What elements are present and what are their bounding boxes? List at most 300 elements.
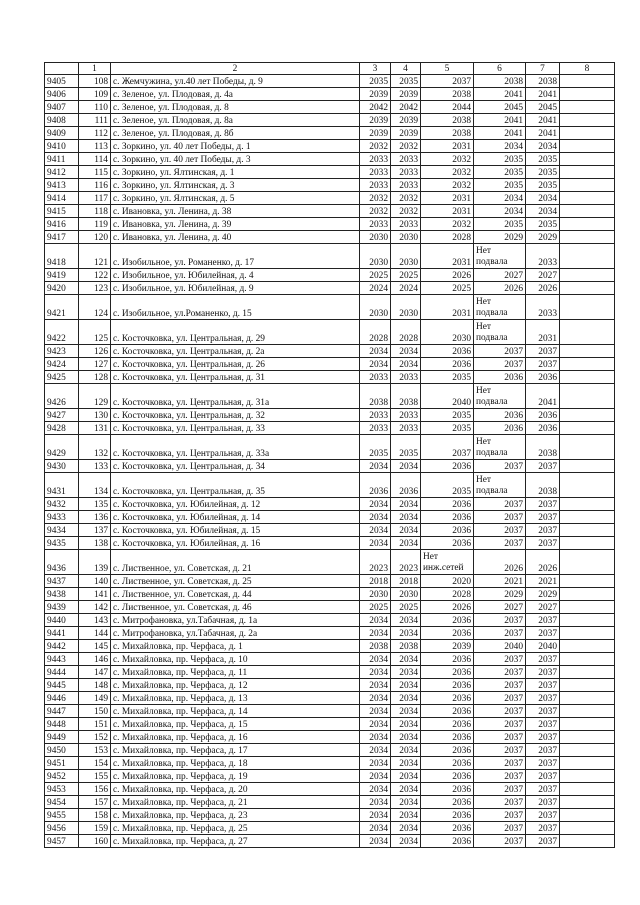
year-col3-cell: 2034	[360, 718, 391, 731]
empty-col8-cell	[560, 114, 615, 127]
item-number-cell: 122	[79, 269, 111, 282]
item-number-cell: 160	[79, 835, 111, 848]
year-col5-cell: 2036	[421, 653, 474, 666]
empty-col8-cell	[560, 666, 615, 679]
year-col5-cell: 2036	[421, 460, 474, 473]
year-col6-cell: 2034	[474, 192, 526, 205]
row-id-cell: 9449	[45, 731, 79, 744]
empty-col8-cell	[560, 153, 615, 166]
address-cell: с. Зеленое, ул. Плодовая, д. 8	[111, 101, 360, 114]
item-number-cell: 110	[79, 101, 111, 114]
year-col6-cell: 2021	[474, 575, 526, 588]
year-col4-cell: 2033	[391, 422, 421, 435]
row-id-cell: 9444	[45, 666, 79, 679]
year-col4-cell: 2034	[391, 796, 421, 809]
year-col4-cell: 2034	[391, 731, 421, 744]
table-row	[45, 796, 615, 809]
address-cell: с. Лиственное, ул. Советская, д. 21	[111, 550, 360, 575]
table-row	[45, 231, 615, 244]
year-col7-cell: 2037	[526, 783, 560, 796]
year-col4-cell: 2034	[391, 783, 421, 796]
address-cell: с. Изобильное, ул. Романенко, д. 17	[111, 244, 360, 269]
address-cell: с. Косточковка, ул. Центральная, д. 34	[111, 460, 360, 473]
item-number-cell: 131	[79, 422, 111, 435]
year-col6-cell: 2037	[474, 537, 526, 550]
empty-col8-cell	[560, 718, 615, 731]
year-col3-cell: 2034	[360, 783, 391, 796]
year-col3-cell: 2034	[360, 744, 391, 757]
year-col4-cell: 2033	[391, 153, 421, 166]
empty-col8-cell	[560, 692, 615, 705]
year-col7-cell: 2027	[526, 601, 560, 614]
table-row	[45, 460, 615, 473]
year-col5-cell: 2037	[421, 75, 474, 88]
year-col4-cell: 2033	[391, 371, 421, 384]
year-col7-cell: 2037	[526, 705, 560, 718]
column-header: 5	[421, 63, 474, 75]
year-col6-cell: 2026	[474, 550, 526, 575]
item-number-cell: 149	[79, 692, 111, 705]
year-col3-cell: 2034	[360, 679, 391, 692]
empty-col8-cell	[560, 705, 615, 718]
year-col6-cell	[474, 320, 526, 345]
note-line-1: Нет	[476, 386, 492, 396]
year-col7-cell: 2037	[526, 460, 560, 473]
table-row	[45, 588, 615, 601]
year-col4-cell: 2034	[391, 537, 421, 550]
address-cell: с. Косточковка, ул. Центральная, д. 2а	[111, 345, 360, 358]
year-col4-cell: 2034	[391, 627, 421, 640]
year-col7-cell: 2033	[526, 295, 560, 320]
year-col5-cell: 2036	[421, 718, 474, 731]
item-number-cell: 135	[79, 498, 111, 511]
year-col6-cell: 2037	[474, 524, 526, 537]
row-id-cell: 9412	[45, 166, 79, 179]
row-id-cell: 9439	[45, 601, 79, 614]
year-col7-cell: 2041	[526, 88, 560, 101]
address-cell: с. Косточковка, ул. Центральная, д. 35	[111, 473, 360, 498]
year-col6-cell: 2040	[474, 640, 526, 653]
year-col3-cell: 2034	[360, 796, 391, 809]
year-col7-cell: 2037	[526, 796, 560, 809]
year-col5-cell: 2035	[421, 422, 474, 435]
empty-col8-cell	[560, 588, 615, 601]
table-row	[45, 473, 615, 498]
year-col6-cell: 2035	[474, 166, 526, 179]
year-col7-cell: 2037	[526, 731, 560, 744]
empty-col8-cell	[560, 770, 615, 783]
empty-col8-cell	[560, 614, 615, 627]
year-col5-cell: 2031	[421, 140, 474, 153]
table-row	[45, 127, 615, 140]
year-col4-cell: 2033	[391, 166, 421, 179]
year-col7-cell: 2037	[526, 770, 560, 783]
table-row	[45, 320, 615, 345]
row-id-cell: 9427	[45, 409, 79, 422]
column-header: 2	[111, 63, 360, 75]
item-number-cell: 138	[79, 537, 111, 550]
table-row	[45, 498, 615, 511]
year-col6-cell: 2026	[474, 282, 526, 295]
table-row	[45, 770, 615, 783]
item-number-cell: 118	[79, 205, 111, 218]
table-row	[45, 653, 615, 666]
table-row	[45, 640, 615, 653]
empty-col8-cell	[560, 627, 615, 640]
year-col7-cell: 2041	[526, 384, 560, 409]
row-id-cell: 9410	[45, 140, 79, 153]
address-cell: с. Михайловка, пр. Черфаса, д. 23	[111, 809, 360, 822]
table-row	[45, 601, 615, 614]
address-cell: с. Зоркино, ул. Ялтинская, д. 3	[111, 179, 360, 192]
year-col3-cell: 2034	[360, 537, 391, 550]
address-cell: с. Зоркино, ул. Ялтинская, д. 1	[111, 166, 360, 179]
address-cell: с. Михайловка, пр. Черфаса, д. 13	[111, 692, 360, 705]
address-cell: с. Зоркино, ул. 40 лет Победы, д. 1	[111, 140, 360, 153]
row-id-cell: 9417	[45, 231, 79, 244]
year-col6-cell: 2037	[474, 653, 526, 666]
table-row	[45, 218, 615, 231]
empty-col8-cell	[560, 537, 615, 550]
year-col6-cell: 2027	[474, 601, 526, 614]
row-id-cell: 9455	[45, 809, 79, 822]
year-col3-cell: 2034	[360, 498, 391, 511]
table-row	[45, 718, 615, 731]
year-col3-cell: 2033	[360, 422, 391, 435]
column-header: 6	[474, 63, 526, 75]
year-col5-cell: 2031	[421, 205, 474, 218]
year-col3-cell: 2030	[360, 295, 391, 320]
address-cell: с. Жемчужина, ул.40 лет Победы, д. 9	[111, 75, 360, 88]
address-cell: с. Косточковка, ул. Юбилейная, д. 14	[111, 511, 360, 524]
empty-col8-cell	[560, 88, 615, 101]
year-col4-cell: 2034	[391, 460, 421, 473]
table-row	[45, 88, 615, 101]
year-col7-cell: 2037	[526, 679, 560, 692]
year-col5-cell: 2036	[421, 822, 474, 835]
year-col4-cell: 2034	[391, 835, 421, 848]
year-col7-cell: 2027	[526, 269, 560, 282]
year-col7-cell: 2021	[526, 575, 560, 588]
note-line-2: подвала	[476, 308, 508, 318]
year-col3-cell: 2024	[360, 282, 391, 295]
year-col5-cell	[421, 550, 474, 575]
table-row	[45, 511, 615, 524]
note-line-1: Нет	[476, 475, 492, 485]
empty-col8-cell	[560, 409, 615, 422]
year-col7-cell: 2038	[526, 75, 560, 88]
address-cell: с. Лиственное, ул. Советская, д. 46	[111, 601, 360, 614]
address-cell: с. Ивановка, ул. Ленина, д. 38	[111, 205, 360, 218]
year-col5-cell: 2038	[421, 88, 474, 101]
year-col3-cell: 2034	[360, 460, 391, 473]
year-col6-cell: 2037	[474, 627, 526, 640]
table-row	[45, 783, 615, 796]
item-number-cell: 121	[79, 244, 111, 269]
row-id-cell: 9408	[45, 114, 79, 127]
year-col5-cell: 2040	[421, 384, 474, 409]
year-col4-cell: 2034	[391, 614, 421, 627]
table-row	[45, 575, 615, 588]
year-col5-cell: 2036	[421, 511, 474, 524]
year-col7-cell: 2034	[526, 140, 560, 153]
address-cell: с. Изобильное, ул. Юбилейная, д. 9	[111, 282, 360, 295]
address-cell: с. Михайловка, пр. Черфаса, д. 14	[111, 705, 360, 718]
column-header: 3	[360, 63, 391, 75]
item-number-cell: 153	[79, 744, 111, 757]
address-cell: с. Косточковка, ул. Центральная, д. 26	[111, 358, 360, 371]
empty-col8-cell	[560, 384, 615, 409]
year-col7-cell: 2037	[526, 822, 560, 835]
empty-col8-cell	[560, 679, 615, 692]
row-id-cell: 9422	[45, 320, 79, 345]
empty-col8-cell	[560, 231, 615, 244]
year-col5-cell: 2039	[421, 640, 474, 653]
year-col6-cell	[474, 384, 526, 409]
year-col4-cell: 2030	[391, 231, 421, 244]
year-col6-cell: 2038	[474, 75, 526, 88]
table-body	[45, 75, 615, 848]
row-id-cell: 9452	[45, 770, 79, 783]
item-number-cell: 111	[79, 114, 111, 127]
year-col6-cell	[474, 473, 526, 498]
year-col5-cell: 2038	[421, 114, 474, 127]
table-row	[45, 269, 615, 282]
table-header	[45, 63, 615, 75]
year-col6-cell: 2037	[474, 498, 526, 511]
table-row	[45, 371, 615, 384]
item-number-cell: 151	[79, 718, 111, 731]
year-col3-cell: 2034	[360, 731, 391, 744]
item-number-cell: 116	[79, 179, 111, 192]
empty-col8-cell	[560, 550, 615, 575]
year-col5-cell: 2036	[421, 783, 474, 796]
row-id-cell: 9431	[45, 473, 79, 498]
address-cell: с. Михайловка, пр. Черфаса, д. 20	[111, 783, 360, 796]
empty-col8-cell	[560, 140, 615, 153]
year-col5-cell: 2031	[421, 295, 474, 320]
year-col4-cell: 2028	[391, 320, 421, 345]
year-col6-cell: 2037	[474, 731, 526, 744]
year-col3-cell: 2034	[360, 809, 391, 822]
year-col7-cell: 2035	[526, 153, 560, 166]
empty-col8-cell	[560, 101, 615, 114]
year-col6-cell	[474, 295, 526, 320]
year-col7-cell: 2029	[526, 231, 560, 244]
item-number-cell: 155	[79, 770, 111, 783]
item-number-cell: 154	[79, 757, 111, 770]
year-col5-cell: 2044	[421, 101, 474, 114]
row-id-cell: 9448	[45, 718, 79, 731]
year-col4-cell: 2032	[391, 140, 421, 153]
note-line-2: инж.сетей	[423, 563, 464, 573]
address-cell: с. Ивановка, ул. Ленина, д. 40	[111, 231, 360, 244]
address-cell: с. Косточковка, ул. Центральная, д. 32	[111, 409, 360, 422]
year-col7-cell: 2038	[526, 473, 560, 498]
address-cell: с. Косточковка, ул. Центральная, д. 31а	[111, 384, 360, 409]
item-number-cell: 115	[79, 166, 111, 179]
table-row	[45, 205, 615, 218]
year-col4-cell: 2034	[391, 358, 421, 371]
year-col4-cell: 2030	[391, 244, 421, 269]
row-id-cell: 9457	[45, 835, 79, 848]
year-col4-cell: 2034	[391, 705, 421, 718]
year-col4-cell: 2039	[391, 114, 421, 127]
address-cell: с. Михайловка, пр. Черфаса, д. 16	[111, 731, 360, 744]
address-cell: с. Михайловка, пр. Черфаса, д. 1	[111, 640, 360, 653]
note-line-1: Нет	[476, 297, 492, 307]
year-col5-cell: 2030	[421, 320, 474, 345]
year-col6-cell: 2037	[474, 511, 526, 524]
table-row	[45, 345, 615, 358]
year-col7-cell: 2026	[526, 550, 560, 575]
table-row	[45, 537, 615, 550]
year-col5-cell: 2035	[421, 409, 474, 422]
table-row	[45, 282, 615, 295]
row-id-cell: 9443	[45, 653, 79, 666]
address-cell: с. Косточковка, ул. Юбилейная, д. 16	[111, 537, 360, 550]
address-cell: с. Лиственное, ул. Советская, д. 44	[111, 588, 360, 601]
blank-header-cell	[45, 63, 79, 75]
item-number-cell: 109	[79, 88, 111, 101]
year-col7-cell: 2037	[526, 537, 560, 550]
year-col5-cell: 2036	[421, 705, 474, 718]
column-number-row	[45, 63, 615, 75]
year-col3-cell: 2034	[360, 705, 391, 718]
address-cell: с. Косточковка, ул. Центральная, д. 29	[111, 320, 360, 345]
year-col4-cell: 2023	[391, 550, 421, 575]
year-col3-cell: 2035	[360, 75, 391, 88]
year-col6-cell: 2037	[474, 666, 526, 679]
column-header: 1	[79, 63, 111, 75]
table-row	[45, 75, 615, 88]
year-col7-cell: 2037	[526, 358, 560, 371]
empty-col8-cell	[560, 244, 615, 269]
table-row	[45, 295, 615, 320]
item-number-cell: 142	[79, 601, 111, 614]
address-cell: с. Косточковка, ул. Центральная, д. 33	[111, 422, 360, 435]
year-col5-cell: 2031	[421, 244, 474, 269]
year-col4-cell: 2033	[391, 179, 421, 192]
table-row	[45, 435, 615, 460]
note-line-1: Нет	[423, 552, 439, 562]
year-col6-cell: 2034	[474, 140, 526, 153]
row-id-cell: 9435	[45, 537, 79, 550]
year-col4-cell: 2035	[391, 75, 421, 88]
year-col3-cell: 2025	[360, 269, 391, 282]
year-col5-cell: 2036	[421, 345, 474, 358]
year-col3-cell: 2034	[360, 614, 391, 627]
address-cell: с. Митрофановка, ул.Табачная, д. 1а	[111, 614, 360, 627]
year-col4-cell: 2034	[391, 770, 421, 783]
year-col3-cell: 2038	[360, 384, 391, 409]
year-col5-cell: 2036	[421, 614, 474, 627]
year-col6-cell: 2037	[474, 809, 526, 822]
year-col6-cell: 2037	[474, 692, 526, 705]
row-id-cell: 9421	[45, 295, 79, 320]
note-line-2: подвала	[476, 257, 508, 267]
empty-col8-cell	[560, 653, 615, 666]
table-row	[45, 192, 615, 205]
item-number-cell: 147	[79, 666, 111, 679]
year-col4-cell: 2024	[391, 282, 421, 295]
item-number-cell: 152	[79, 731, 111, 744]
year-col6-cell: 2037	[474, 783, 526, 796]
year-col3-cell: 2023	[360, 550, 391, 575]
table-row	[45, 705, 615, 718]
year-col3-cell: 2028	[360, 320, 391, 345]
table-row	[45, 422, 615, 435]
table-row	[45, 358, 615, 371]
year-col6-cell: 2037	[474, 757, 526, 770]
row-id-cell: 9405	[45, 75, 79, 88]
year-col5-cell: 2032	[421, 218, 474, 231]
address-cell: с. Михайловка, пр. Черфаса, д. 19	[111, 770, 360, 783]
empty-col8-cell	[560, 783, 615, 796]
year-col6-cell: 2035	[474, 179, 526, 192]
row-id-cell: 9434	[45, 524, 79, 537]
address-cell: с. Зеленое, ул. Плодовая, д. 8б	[111, 127, 360, 140]
empty-col8-cell	[560, 422, 615, 435]
table-row	[45, 627, 615, 640]
year-col3-cell: 2033	[360, 153, 391, 166]
year-col6-cell: 2036	[474, 371, 526, 384]
empty-col8-cell	[560, 809, 615, 822]
address-cell: с. Михайловка, пр. Черфаса, д. 12	[111, 679, 360, 692]
year-col3-cell: 2030	[360, 588, 391, 601]
table-row	[45, 757, 615, 770]
item-number-cell: 130	[79, 409, 111, 422]
item-number-cell: 114	[79, 153, 111, 166]
address-cell: с. Косточковка, ул. Центральная, д. 33а	[111, 435, 360, 460]
year-col3-cell: 2034	[360, 653, 391, 666]
empty-col8-cell	[560, 511, 615, 524]
empty-col8-cell	[560, 435, 615, 460]
year-col6-cell: 2037	[474, 679, 526, 692]
year-col4-cell: 2034	[391, 692, 421, 705]
item-number-cell: 157	[79, 796, 111, 809]
empty-col8-cell	[560, 295, 615, 320]
row-id-cell: 9406	[45, 88, 79, 101]
year-col5-cell: 2028	[421, 231, 474, 244]
item-number-cell: 139	[79, 550, 111, 575]
row-id-cell: 9451	[45, 757, 79, 770]
year-col4-cell: 2025	[391, 601, 421, 614]
table-row	[45, 409, 615, 422]
year-col4-cell: 2036	[391, 473, 421, 498]
year-col6-cell: 2045	[474, 101, 526, 114]
item-number-cell: 108	[79, 75, 111, 88]
year-col6-cell: 2037	[474, 345, 526, 358]
table-row	[45, 101, 615, 114]
row-id-cell: 9432	[45, 498, 79, 511]
year-col6-cell: 2035	[474, 218, 526, 231]
empty-col8-cell	[560, 320, 615, 345]
year-col4-cell: 2034	[391, 498, 421, 511]
year-col3-cell: 2034	[360, 627, 391, 640]
table-row	[45, 809, 615, 822]
empty-col8-cell	[560, 205, 615, 218]
row-id-cell: 9447	[45, 705, 79, 718]
year-col6-cell: 2029	[474, 231, 526, 244]
year-col5-cell: 2036	[421, 666, 474, 679]
year-col6-cell: 2037	[474, 744, 526, 757]
year-col7-cell: 2034	[526, 205, 560, 218]
table-row	[45, 166, 615, 179]
address-cell: с. Косточковка, ул. Юбилейная, д. 15	[111, 524, 360, 537]
item-number-cell: 119	[79, 218, 111, 231]
row-id-cell: 9426	[45, 384, 79, 409]
